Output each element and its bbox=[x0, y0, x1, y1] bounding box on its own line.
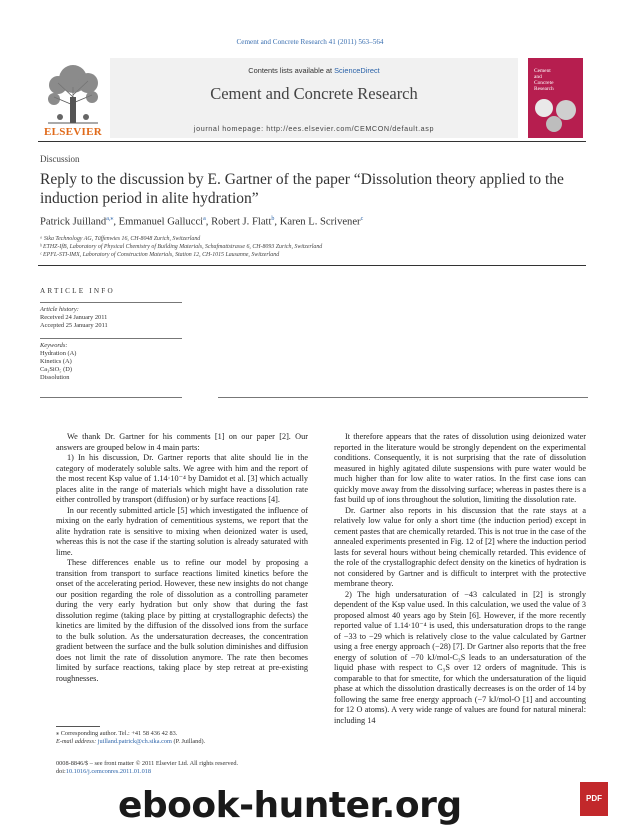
email-suffix: (P. Juilland). bbox=[171, 738, 206, 745]
keyword-item: Ca₃SiO₅ (D) bbox=[40, 366, 72, 373]
pdf-icon: PDF bbox=[580, 782, 608, 816]
body-paragraph: These differences enable us to refine our model by proposing a transition from transport to surface reactions limited kinetics before the onset of the accelerating period. However, these new insights do not change our position regarding the role of dissolution as a controlling parameter during the very early hydration but only show that during the fast dissolution regime (taking place by pitting at crystallographic defects) the kinetics are limited by the diffusion of the dissolved ions from the surface to the bulk solution. As the undersaturation decreases, the concentration gradient between the surface and the bulk solution diminishes and diffusion does not limit the rate of dissolution anymore. The rate then becomes limited by surface reactions, taking place by step retreat at pre-existing roughnesses. bbox=[56, 558, 308, 683]
authors-divider bbox=[38, 265, 586, 266]
body-paragraph: 2) The high undersaturation of −43 calculated in [2] is strongly dependent of the Ksp value used. In this calculation, we used the value of 3 proposed almost 40 years ago by Stein [6]. However, if the more recently reported value of 1.14·10⁻⁴ is used, this undersaturation drops to the range of −33 to −29 which is relatively close to the value calculated by Gartner using a free energy approach (−28) [7]. Dr Gartner also reports that the free energy of solution of −70 kJ/mol-C₃S leads to an undersaturation of the liquid phase with respect to C₃S over 12 orders of magnitude. This is comparable to that for smectite, for which the undersaturation of the liquid phase at which the dissolution drastically decreases is on the order of 14 by following the same free energy approach (−7 kJ/mol-O [1] and accounting for 12 O atoms). A very wide range of values are found for natural mineral: including 14 bbox=[334, 589, 586, 725]
cover-title-line: Concrete bbox=[534, 80, 554, 86]
body-paragraph: It therefore appears that the rates of dissolution using deionized water reported in the literature would be strongly dependent on the experimental conditions. Consequently, it is not surprising that the rate of dissolution measured in highly agitated dilute suspensions with pure water would be much higher than for low alite to water ratios. In the first case ions can quickly move away from the dissolving surface; whereas in pastes there is a fast build up of ions throughout the solution, limiting the dissolution rate. bbox=[334, 432, 586, 504]
cover-image-icon bbox=[532, 96, 580, 134]
header-divider bbox=[38, 141, 586, 142]
sciencedirect-link[interactable]: ScienceDirect bbox=[334, 66, 380, 75]
affiliation-a: ᵃ Sika Technology AG, Tüffenwies 16, CH-8048 Zurich, Switzerland bbox=[40, 236, 201, 242]
article-info-heading: ARTICLE INFO bbox=[40, 287, 115, 295]
author-name: Patrick Juilland bbox=[40, 216, 107, 228]
affiliation-c: ᶜ EPFL-STI-IMX, Laboratory of Construction Materials, Station 12, CH-1015 Lausanne, Switzerland bbox=[40, 252, 280, 258]
corresponding-author-footnote bbox=[56, 730, 308, 746]
accepted-date: Accepted 25 January 2011 bbox=[40, 322, 108, 329]
contents-prefix: Contents lists available at bbox=[248, 66, 335, 75]
doi-link[interactable]: 10.1016/j.cemconres.2011.01.018 bbox=[65, 768, 152, 775]
journal-title: Cement and Concrete Research bbox=[210, 84, 418, 103]
info-divider bbox=[40, 302, 182, 303]
journal-homepage[interactable]: journal homepage: http://ees.elsevier.com/CEMCON/default.asp bbox=[193, 124, 435, 133]
article-title: Reply to the discussion by E. Gartner of the paper “Dissolution theory applied to the induction period in alite hydration” bbox=[40, 171, 564, 207]
author-affiliation-marker[interactable]: a bbox=[203, 216, 206, 222]
cover-title-line: Research bbox=[534, 86, 554, 92]
author-name: Robert J. Flatt bbox=[211, 216, 272, 228]
body-paragraph: 1) In his discussion, Dr. Gartner reports that alite should lie in the category of moderately soluble salts. We agree with him and the report of the most recent Ksp value of 1.14·10⁻⁴ by Damidot et al. [3] which actually places alite in the range of materials which might have a dissolution rate either controlled by transport (diffusion) or by surface reactions [4]. bbox=[56, 453, 308, 504]
author-name: Karen L. Scrivener bbox=[279, 216, 361, 228]
journal-cover-thumbnail[interactable] bbox=[528, 58, 583, 138]
received-date: Received 24 January 2011 bbox=[40, 314, 108, 321]
body-paragraph: We thank Dr. Gartner for his comments [1] on our paper [2]. Our answers are grouped below in 4 main parts: bbox=[56, 432, 308, 452]
elsevier-tree-logo bbox=[40, 57, 106, 137]
email-label: E-mail address: bbox=[56, 738, 98, 745]
body-column-right bbox=[334, 432, 586, 726]
keywords-label: Keywords: bbox=[40, 342, 68, 349]
body-paragraph: In our recently submitted article [5] which investigated the influence of mixing on the early hydration of cementitious systems, we report that the alite hydration rate is sensitive to mixing when deionized water is used, whereas this is not the case if the starting solution is already saturated with lime. bbox=[56, 505, 308, 557]
history-label: Article history: bbox=[40, 306, 79, 313]
author-affiliation-marker[interactable]: c bbox=[360, 216, 364, 222]
keyword-item: Kinetics (A) bbox=[40, 358, 72, 365]
keyword-item: Dissolution bbox=[40, 374, 70, 381]
watermark-text: ebook-hunter.org bbox=[118, 785, 462, 826]
author-affiliation-marker[interactable]: b bbox=[271, 216, 275, 222]
body-paragraph: Dr. Gartner also reports in his discussion that the rate stays at a relatively low value for only a short time (the induction period) except in cement pastes that are chemically retarded. This is not true in the case of the annealed experiments presented in Fig. 12 of [2] where the induction period lasts for several hours without being chemically retarded. This evidence of the role of the crystallographic defect density on the kinetics of hydration is not considered by Gartner and is difficult to interpret with the protective membrane theory. bbox=[334, 505, 586, 588]
body-column-left bbox=[56, 432, 308, 684]
affiliation-b: ᵇ ETHZ-IfB, Laboratory of Physical Chemistry of Building Materials, Schafmattstrasse 6, CH-8093 Zurich, Switzerland bbox=[40, 244, 323, 250]
keywords-block bbox=[40, 342, 190, 382]
cover-title-line: Cement bbox=[534, 68, 551, 74]
footnote-divider bbox=[56, 726, 100, 727]
contents-line bbox=[110, 66, 518, 75]
author-affiliation-marker[interactable]: a,⁎ bbox=[106, 216, 114, 222]
cover-title bbox=[534, 68, 580, 92]
info-divider bbox=[40, 338, 182, 339]
cover-title-line: and bbox=[534, 74, 542, 80]
email-link[interactable]: juilland.patrick@ch.sika.com bbox=[97, 738, 172, 745]
author-list: Patrick Juilland$^{a,⁎}$, Emmanuel Gallucci$^a$, Robert J. Flatt$^b$, Karen L. Scrivener$^c$ bbox=[40, 216, 364, 228]
section-label: Discussion bbox=[40, 154, 80, 164]
author-name: Emmanuel Gallucci bbox=[118, 216, 204, 228]
copyright-block bbox=[56, 760, 356, 776]
elsevier-wordmark: ELSEVIER bbox=[43, 126, 103, 138]
article-history bbox=[40, 306, 190, 330]
info-divider bbox=[40, 397, 182, 398]
keyword-item: Hydration (A) bbox=[40, 350, 77, 357]
journal-reference[interactable]: Cement and Concrete Research 41 (2011) 563–564 bbox=[236, 38, 384, 46]
doi-label: doi: bbox=[56, 768, 66, 775]
copyright-line: 0008-8846/$ – see front matter © 2011 Elsevier Ltd. All rights reserved. bbox=[56, 760, 239, 767]
abstract-divider bbox=[218, 397, 588, 398]
corresponding-line: ⁎ Corresponding author. Tel.: +41 58 436 42 83. bbox=[56, 730, 178, 737]
